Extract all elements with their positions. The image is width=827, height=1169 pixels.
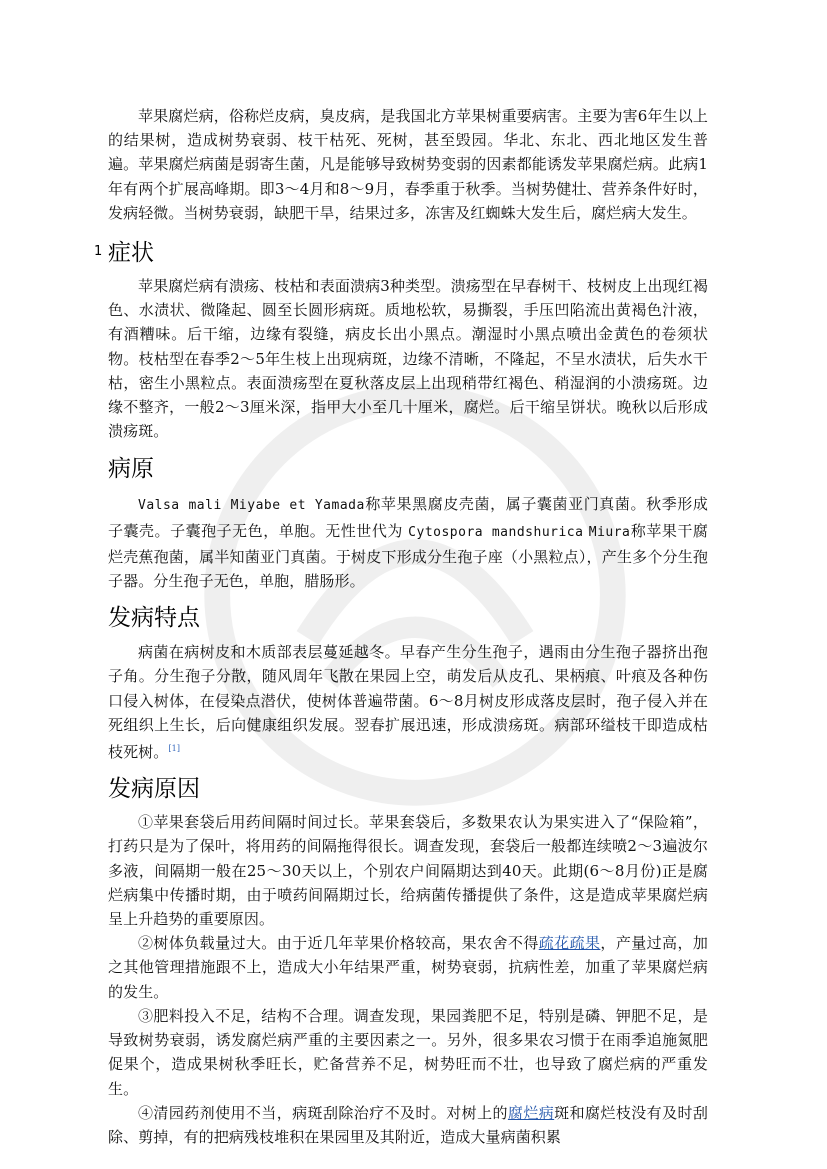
document-body: [94, 104, 709, 1149]
section-title: 症状: [108, 240, 154, 267]
section-heading-symptoms: [94, 236, 708, 270]
reference-link[interactable]: [1]: [168, 744, 181, 754]
link-thinning-flowers-fruits[interactable]: 疏花疏果: [538, 934, 601, 953]
section-heading-causes: 发病原因: [108, 776, 200, 803]
characteristics-text: 病菌在病树皮和木质部表层蔓延越冬。早春产生分生孢子，遇雨由分生孢子器挤出孢子角。分生孢子分散，随风周年飞散在果园上空，萌发后从皮孔、果柄痕、叶痕及各种伤口侵入树体，在侵染点潜伏，使树体普遍带菌。6～8月树皮形成落皮层时，孢子侵入并在死组织上生长，后向健康组织发展。翌春扩展迅速，形成溃疡斑。病部环缢枝干即造成枯枝死树。: [108, 643, 708, 762]
section-heading-characteristics: 发病特点: [108, 605, 200, 632]
cause-item-3: ③肥料投入不足，结构不合理。调查发现，果园粪肥不足，特别是磷、钾肥不足，是导致树势衰弱，诱发腐烂病严重的主要因素之一。另外，很多果农习惯于在雨季追施氮肥促果个，造成果树秋季旺长，贮备营养不足，树势旺而不壮，也导致了腐烂病的严重发生。: [108, 1006, 708, 1098]
section-heading-pathogen: 病原: [108, 456, 154, 483]
link-rot-disease[interactable]: 腐烂病: [507, 1103, 555, 1122]
scientific-name-anamorph: Cytospora mandshurica: [408, 524, 584, 540]
intro-paragraph: 苹果腐烂病，俗称烂皮病，臭皮病，是我国北方苹果树重要病害。主要为害6年生以上的结果树，造成树势衰弱、枝干枯死、死树，甚至毁园。华北、东北、西北地区发生普遍。苹果腐烂病菌是弱寄生菌，凡是能够导致树势变弱的因素都能诱发苹果腐烂病。此病1年有两个扩展高峰期。即3～4月和8～9月，春季重于秋季。当树势健壮、营养条件好时，发病轻微。当树势衰弱，缺肥干旱，结果过多，冻害及红蜘蛛大发生后，腐烂病大发生。: [108, 107, 708, 222]
section-number: 1: [94, 244, 103, 260]
pathogen-text-1: 称苹果黑腐皮壳菌，属子囊菌亚门真菌。秋季形成子囊壳。子囊孢子无色，单胞。无性世代为: [108, 495, 709, 540]
characteristics-paragraph: [108, 640, 708, 764]
cause-item-4-text-a: ④清园药剂使用不当，病斑刮除治疗不及时。对树上的: [138, 1103, 508, 1122]
cause-item-1: ①苹果套袋后用药间隔时间过长。苹果套袋后，多数果农认为果实进入了“保险箱”，打药只是为了保叶，将用药的间隔拖得很长。调查发现，套袋后一般都连续喷2～3遍波尔多液，间隔期一般在25～30天以上，个别农户间隔期达到40天。此期(6～8月份)正是腐烂病集中传播时期，由于喷药间隔期过长，给病菌传播提供了条件，这是造成苹果腐烂病呈上升趋势的重要原因。: [108, 813, 708, 929]
symptoms-paragraph: 苹果腐烂病有溃疡、枝枯和表面溃病3种类型。溃疡型在早春树干、枝树皮上出现红褐色、水渍状、微隆起、圆至长圆形病斑。质地松软，易撕裂，手压凹陷流出黄褐色汁液，有酒糟味。后干缩，边缘有裂缝，病皮长出小黑点。潮湿时小黑点喷出金黄色的卷须状物。枝枯型在春季2～5年生枝上出现病斑，边缘不清晰，不隆起，不呈水渍状，后失水干枯，密生小黑粒点。表面溃疡型在夏秋落皮层上出现稍带红褐色、稍湿润的小溃疡斑。边缘不整齐，一般2～3厘米深，指甲大小至几十厘米，腐烂。后干缩呈饼状。晚秋以后形成溃疡斑。: [108, 277, 708, 441]
cause-item-4: [108, 1101, 708, 1149]
cause-item-2-text-b: ，产量过高，加之其他管理措施跟不上，造成大小年结果严重，树势衰弱，抗病性差，加重了苹果腐烂病的发生。: [108, 934, 708, 1001]
pathogen-text-2: 称苹果干腐烂壳蕉孢菌，属半知菌亚门真菌。于树皮下形成分生孢子座（小黑粒点），产生多个分生孢子器。分生孢子无色，单胞，腊肠形。: [108, 521, 708, 591]
pathogen-paragraph: [108, 492, 708, 593]
scientific-name: Valsa mali Miyabe et Yamada: [138, 498, 365, 514]
cause-item-4-text-b: 斑和腐烂枝没有及时刮除、剪掉，有的把病残枝堆积在果园里及其附近，造成大量病菌积累: [108, 1103, 708, 1146]
scientific-name-author: Miura: [588, 524, 631, 540]
cause-item-2: [108, 931, 708, 1004]
cause-item-2-text-a: ②树体负载量过大。由于近几年苹果价格较高，果农舍不得: [138, 934, 539, 953]
